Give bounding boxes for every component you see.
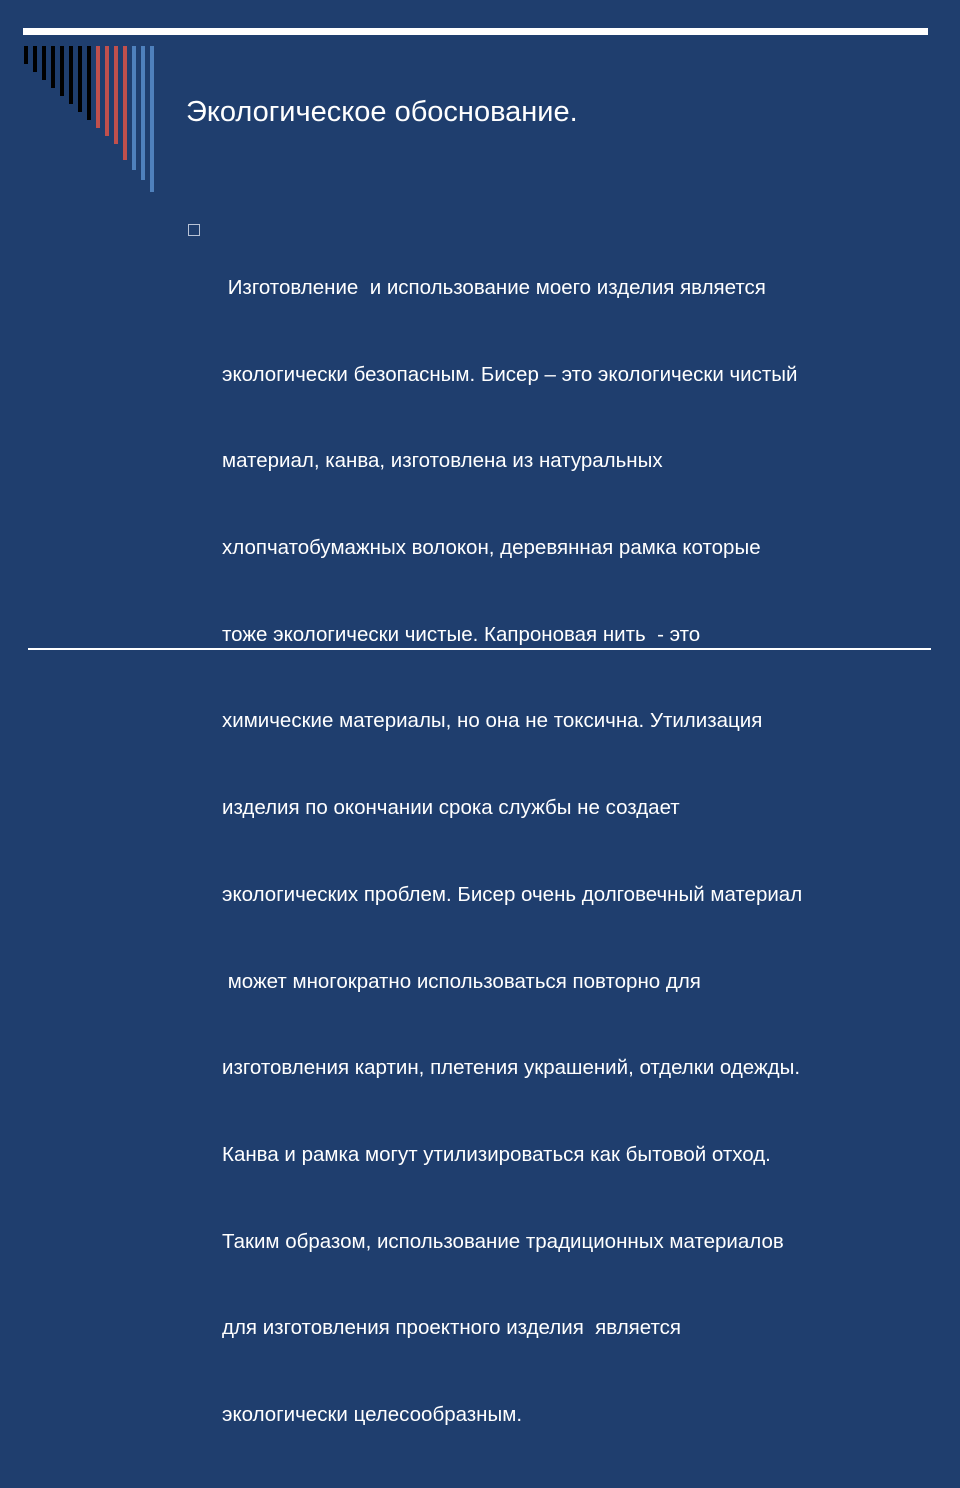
stripe-black — [69, 46, 73, 104]
body-line: тоже экологически чистые. Капроновая нить - это — [222, 622, 701, 646]
body-line: материал, канва, изготовлена из натуральных — [222, 449, 663, 473]
top-rule — [23, 28, 928, 35]
body-line: Канва и рамка могут утилизироваться как бытовой отход. — [222, 1143, 771, 1166]
stripe-blue — [150, 46, 154, 192]
square-bullet-icon — [188, 224, 200, 236]
stripe-red — [114, 46, 118, 144]
body-line: изготовления картин, плетения украшений, отделки одежды. — [222, 1056, 801, 1080]
stripe-black — [33, 46, 37, 72]
stripe-black — [24, 46, 28, 64]
body-line: экологически безопасным. Бисер – это экологически чистый — [222, 362, 798, 386]
stripe-black — [51, 46, 55, 88]
body-line: химические материалы, но она не токсична. Утилизация — [222, 709, 763, 733]
body-line: экологически целесообразным. — [222, 1403, 523, 1427]
bottom-rule — [28, 648, 931, 650]
stripe-black — [87, 46, 91, 120]
stripe-black — [42, 46, 46, 80]
slide-body — [222, 216, 922, 1488]
body-line: хлопчатобумажных волокон, деревянная рамка которые — [222, 535, 761, 559]
stripe-red — [96, 46, 100, 128]
stripe-black — [78, 46, 82, 112]
body-line: экологических проблем. Бисер очень долговечный материал — [222, 882, 803, 906]
stripe-black — [60, 46, 64, 96]
stripe-red — [123, 46, 127, 160]
body-line: Изготовление и использование моего изделия является — [222, 275, 766, 299]
body-line: Таким образом, использование традиционных материалов — [222, 1229, 784, 1253]
stripe-red — [105, 46, 109, 136]
body-line: для изготовления проектного изделия является — [222, 1316, 681, 1340]
stripe-blue — [132, 46, 136, 170]
body-line: может многократно использоваться повторно для — [222, 969, 701, 993]
body-line: изделия по окончании срока службы не создает — [222, 796, 680, 820]
stripe-blue — [141, 46, 145, 180]
slide-title: Экологическое обоснование. — [186, 96, 578, 128]
